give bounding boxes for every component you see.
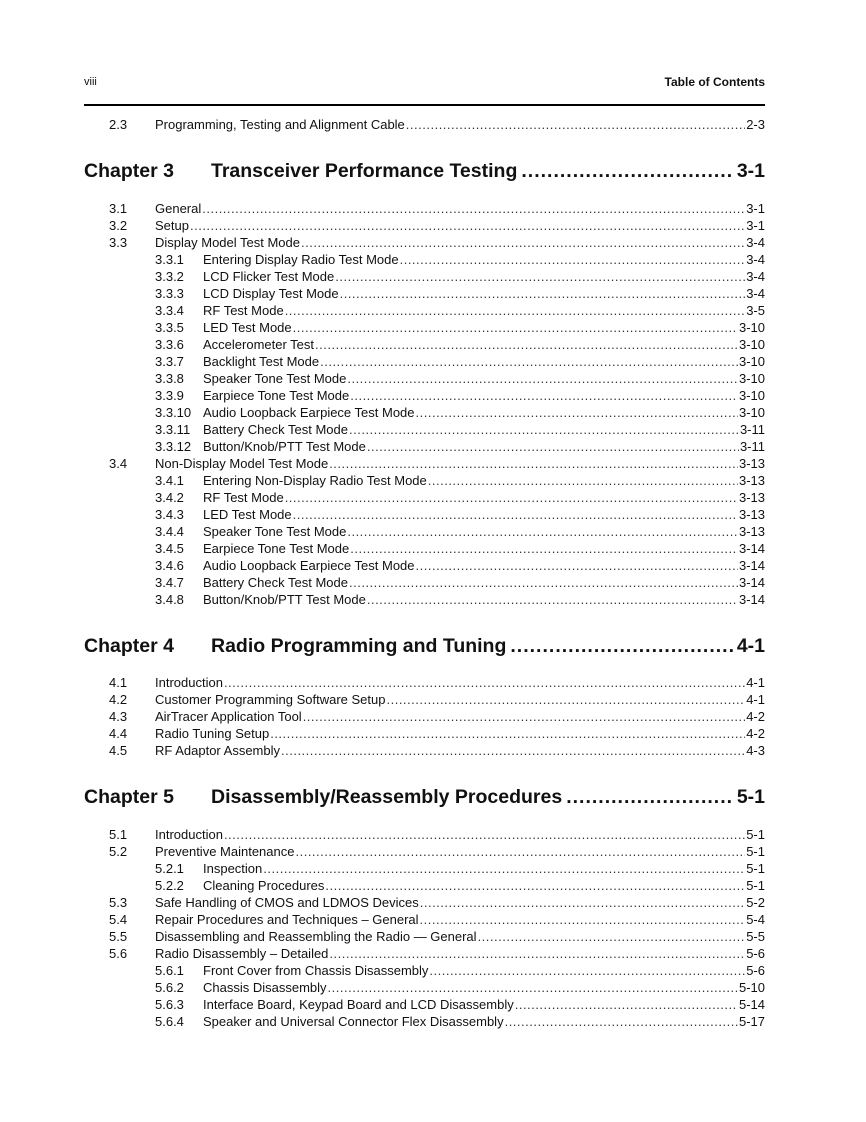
dot-leader [400, 251, 746, 268]
toc-entry-title: AirTracer Application Tool [155, 709, 302, 724]
toc-entry[interactable] [155, 370, 765, 387]
dot-leader [335, 268, 745, 285]
toc-entry-title: Customer Programming Software Setup [155, 692, 386, 707]
toc-entry-title: Speaker and Universal Connector Flex Disassembly [203, 1014, 504, 1029]
toc-entry-number: 5.6.2 [155, 980, 184, 995]
dot-leader [510, 635, 732, 658]
toc-entry-title: RF Test Mode [203, 303, 284, 318]
toc-entry[interactable] [155, 523, 765, 540]
header-page-number: viii [84, 76, 97, 88]
chapter-page: 5-1 [736, 786, 765, 808]
toc-entry-number: 5.4 [109, 912, 128, 927]
dot-leader [329, 945, 745, 962]
toc-entry-page: 3-14 [738, 541, 765, 556]
dot-leader [420, 894, 745, 911]
dot-leader [202, 200, 745, 217]
toc-entry-title: Entering Display Radio Test Mode [203, 252, 399, 267]
toc-entry-page: 3-10 [738, 320, 765, 335]
dot-leader [325, 877, 745, 894]
toc-entry[interactable] [155, 996, 765, 1013]
toc-entry[interactable] [155, 557, 765, 574]
toc-entry-title: LCD Display Test Mode [203, 286, 339, 301]
header-section-title: Table of Contents [664, 75, 765, 89]
toc-entry-title: Non-Display Model Test Mode [155, 456, 329, 471]
dot-leader [367, 438, 739, 455]
toc-entry-number: 3.4.6 [155, 558, 184, 573]
toc-entry[interactable] [109, 217, 765, 234]
toc-entry-number: 3.3.9 [155, 388, 184, 403]
toc-entry[interactable] [155, 251, 765, 268]
toc-entry-number: 3.3.8 [155, 371, 184, 386]
toc-entry-number: 5.6.1 [155, 963, 184, 978]
toc-entry-number: 3.4.4 [155, 524, 184, 539]
toc-entry-number: 4.3 [109, 709, 128, 724]
dot-leader [386, 691, 745, 708]
toc-entry[interactable] [155, 353, 765, 370]
toc-entry-page: 3-13 [738, 456, 765, 471]
toc-entry-number: 3.3.10 [155, 405, 192, 420]
dot-leader [350, 540, 738, 557]
dot-leader [293, 319, 738, 336]
toc-entry-page: 3-14 [738, 592, 765, 607]
toc-entry-page: 3-5 [746, 303, 765, 318]
dot-leader [285, 302, 746, 319]
toc-entry-page: 3-14 [738, 575, 765, 590]
toc-entry[interactable] [109, 116, 765, 133]
toc-entry-title: RF Adaptor Assembly [155, 743, 280, 758]
dot-leader [420, 911, 746, 928]
toc-entry-number: 2.3 [109, 117, 128, 132]
toc-entry[interactable] [155, 387, 765, 404]
toc-entry[interactable] [155, 421, 765, 438]
toc-entry-page: 5-5 [746, 929, 765, 944]
toc-entry-title: Front Cover from Chassis Disassembly [203, 963, 429, 978]
dot-leader [320, 353, 738, 370]
toc-entry-number: 3.3.2 [155, 269, 184, 284]
toc-entry-title: Programming, Testing and Alignment Cable [155, 117, 405, 132]
toc-entry-page: 4-1 [746, 675, 765, 690]
toc-entry[interactable] [109, 843, 765, 860]
dot-leader [340, 285, 746, 302]
toc-entry-page: 5-17 [738, 1014, 765, 1029]
toc-entry-number: 3.4.3 [155, 507, 184, 522]
toc-entry-page: 4-1 [746, 692, 765, 707]
toc-entry-page: 5-1 [746, 878, 765, 893]
toc-entry-title: RF Test Mode [203, 490, 284, 505]
toc-entry-page: 5-14 [738, 997, 765, 1012]
dot-leader [303, 708, 746, 725]
toc-entry-number: 3.3.7 [155, 354, 184, 369]
toc-entry-title: Backlight Test Mode [203, 354, 320, 369]
toc-entry[interactable] [109, 826, 765, 843]
toc-entry-page: 5-1 [746, 827, 765, 842]
toc-entry-title: Display Model Test Mode [155, 235, 300, 250]
dot-leader [428, 472, 738, 489]
toc-entry-page: 3-13 [738, 473, 765, 488]
toc-entry-page: 5-6 [746, 946, 765, 961]
toc-entry[interactable] [109, 911, 765, 928]
toc-entry-page: 3-4 [746, 235, 765, 250]
dot-leader [224, 826, 745, 843]
dot-leader [285, 489, 738, 506]
toc-entry-title: Repair Procedures and Techniques – General [155, 912, 419, 927]
chapter-heading[interactable] [84, 635, 765, 661]
toc-entry-page: 5-1 [746, 861, 765, 876]
toc-entry-title: Introduction [155, 827, 223, 842]
toc-entry-number: 3.4 [109, 456, 128, 471]
dot-leader [406, 116, 745, 133]
chapter-title: Disassembly/Reassembly Procedures [211, 786, 563, 808]
toc-entry-title: General [155, 201, 202, 216]
toc-entry[interactable] [109, 200, 765, 217]
chapter-page: 3-1 [736, 160, 765, 182]
toc-entry-number: 3.3 [109, 235, 128, 250]
chapter-label: Chapter 4 [84, 635, 174, 657]
toc-entry[interactable] [155, 860, 765, 877]
dot-leader [263, 860, 745, 877]
toc-entry[interactable] [109, 455, 765, 472]
toc-entry[interactable] [155, 336, 765, 353]
toc-entry-title: Speaker Tone Test Mode [203, 371, 347, 386]
toc-entry[interactable] [109, 234, 765, 251]
toc-entry-number: 5.3 [109, 895, 128, 910]
toc-entry-title: Audio Loopback Earpiece Test Mode [203, 558, 415, 573]
toc-entry-title: Preventive Maintenance [155, 844, 295, 859]
toc-entry-number: 3.1 [109, 201, 128, 216]
chapter-title: Transceiver Performance Testing [211, 160, 518, 182]
toc-entry-title: Audio Loopback Earpiece Test Mode [203, 405, 415, 420]
chapter-label: Chapter 5 [84, 786, 174, 808]
toc-entry-page: 3-10 [738, 388, 765, 403]
toc-entry[interactable] [109, 945, 765, 962]
toc-entry-page: 5-4 [746, 912, 765, 927]
toc-entry[interactable] [109, 725, 765, 742]
toc-entry[interactable] [109, 742, 765, 759]
toc-entry-number: 5.2.2 [155, 878, 184, 893]
toc-entry-page: 5-2 [746, 895, 765, 910]
toc-entry-title: Inspection [203, 861, 263, 876]
toc-entry-number: 3.3.12 [155, 439, 192, 454]
toc-entry-number: 4.1 [109, 675, 128, 690]
toc-entry-title: Chassis Disassembly [203, 980, 327, 995]
toc-entry-number: 3.3.6 [155, 337, 184, 352]
toc-entry-page: 3-1 [746, 201, 765, 216]
toc-entry-page: 3-14 [738, 558, 765, 573]
toc-entry-page: 4-2 [746, 709, 765, 724]
dot-leader [367, 591, 738, 608]
toc-entry[interactable] [109, 674, 765, 691]
dot-leader [505, 1013, 738, 1030]
toc-entry[interactable] [155, 285, 765, 302]
chapter-label: Chapter 3 [84, 160, 174, 182]
dot-leader [329, 455, 738, 472]
toc-entry-number: 3.2 [109, 218, 128, 233]
toc-entry-page: 5-6 [746, 963, 765, 978]
toc-entry-number: 5.5 [109, 929, 128, 944]
toc-entry-number: 3.3.11 [155, 422, 191, 437]
toc-entry-page: 4-2 [746, 726, 765, 741]
toc-entry-title: Accelerometer Test [203, 337, 315, 352]
toc-entry[interactable] [109, 708, 765, 725]
toc-entry[interactable] [155, 438, 765, 455]
toc-entry-number: 3.3.1 [155, 252, 184, 267]
dot-leader [429, 962, 745, 979]
toc-entry-number: 5.6 [109, 946, 128, 961]
chapter-heading[interactable] [84, 160, 765, 186]
dot-leader [315, 336, 738, 353]
dot-leader [478, 928, 746, 945]
toc-entry-number: 3.3.5 [155, 320, 184, 335]
dot-leader [416, 404, 738, 421]
dot-leader [328, 979, 738, 996]
toc-entry-number: 3.4.5 [155, 541, 184, 556]
header-divider [84, 104, 765, 106]
toc-entry[interactable] [109, 894, 765, 911]
toc-entry-page: 3-1 [746, 218, 765, 233]
toc-entry-title: Button/Knob/PTT Test Mode [203, 592, 366, 607]
toc-entry[interactable] [155, 979, 765, 996]
toc-entry-title: Radio Tuning Setup [155, 726, 270, 741]
toc-entry-page: 3-13 [738, 524, 765, 539]
dot-leader [416, 557, 738, 574]
toc-entry[interactable] [109, 928, 765, 945]
toc-entry-title: Setup [155, 218, 189, 233]
toc-entry-number: 4.4 [109, 726, 128, 741]
toc-entry-title: Speaker Tone Test Mode [203, 524, 347, 539]
dot-leader [521, 160, 732, 183]
toc-entry-title: LCD Flicker Test Mode [203, 269, 335, 284]
toc-entry[interactable] [155, 319, 765, 336]
dot-leader [515, 996, 738, 1013]
toc-entry-page: 2-3 [746, 117, 765, 132]
toc-entry-number: 5.2 [109, 844, 128, 859]
dot-leader [566, 786, 733, 809]
toc-entry-page: 3-10 [738, 405, 765, 420]
toc-entry-number: 5.2.1 [155, 861, 184, 876]
toc-entry-title: LED Test Mode [203, 320, 292, 335]
toc-entry[interactable] [155, 472, 765, 489]
toc-entry-page: 3-13 [738, 507, 765, 522]
toc-entry-page: 3-10 [738, 337, 765, 352]
toc-entry-number: 3.3.4 [155, 303, 184, 318]
toc-entry[interactable] [155, 404, 765, 421]
toc-entry-title: Battery Check Test Mode [203, 575, 348, 590]
toc-entry-number: 5.1 [109, 827, 128, 842]
dot-leader [281, 742, 745, 759]
toc-entry[interactable] [155, 506, 765, 523]
dot-leader [295, 843, 745, 860]
dot-leader [349, 421, 739, 438]
toc-entry-title: Disassembling and Reassembling the Radio — General [155, 929, 477, 944]
toc-entry-number: 3.3.3 [155, 286, 184, 301]
toc-entry-page: 3-11 [739, 422, 765, 437]
toc-entry[interactable] [155, 489, 765, 506]
chapter-page: 4-1 [736, 635, 765, 657]
toc-entry-number: 3.4.8 [155, 592, 184, 607]
toc-entry-page: 3-4 [746, 252, 765, 267]
toc-entry[interactable] [109, 691, 765, 708]
dot-leader [190, 217, 745, 234]
toc-entry[interactable] [155, 540, 765, 557]
toc-entry-title: Entering Non-Display Radio Test Mode [203, 473, 427, 488]
dot-leader [224, 674, 745, 691]
dot-leader [349, 574, 738, 591]
toc-entry-number: 4.2 [109, 692, 128, 707]
chapter-title: Radio Programming and Tuning [211, 635, 507, 657]
toc-entry-page: 3-11 [739, 439, 765, 454]
toc-entry[interactable] [155, 1013, 765, 1030]
toc-entry-number: 3.4.7 [155, 575, 184, 590]
toc-entry[interactable] [155, 268, 765, 285]
toc-entry-page: 3-10 [738, 371, 765, 386]
toc-entry-title: LED Test Mode [203, 507, 292, 522]
toc-entry-title: Button/Knob/PTT Test Mode [203, 439, 366, 454]
dot-leader [347, 370, 738, 387]
toc-entry[interactable] [155, 591, 765, 608]
toc-entry[interactable] [155, 877, 765, 894]
toc-entry-title: Introduction [155, 675, 223, 690]
toc-entry-number: 4.5 [109, 743, 128, 758]
toc-entry-title: Interface Board, Keypad Board and LCD Disassembly [203, 997, 514, 1012]
toc-entry-title: Battery Check Test Mode [203, 422, 348, 437]
toc-entry[interactable] [155, 962, 765, 979]
toc-entry-title: Safe Handling of CMOS and LDMOS Devices [155, 895, 419, 910]
toc-entry-number: 5.6.4 [155, 1014, 184, 1029]
toc-entry[interactable] [155, 302, 765, 319]
toc-entry-title: Cleaning Procedures [203, 878, 325, 893]
dot-leader [293, 506, 738, 523]
toc-entry-page: 3-13 [738, 490, 765, 505]
toc-entry-title: Earpiece Tone Test Mode [203, 541, 350, 556]
dot-leader [270, 725, 745, 742]
chapter-heading[interactable] [84, 786, 765, 812]
toc-entry-title: Earpiece Tone Test Mode [203, 388, 350, 403]
toc-entry[interactable] [155, 574, 765, 591]
toc-entry-title: Radio Disassembly – Detailed [155, 946, 329, 961]
dot-leader [347, 523, 738, 540]
toc-entry-page: 3-4 [746, 269, 765, 284]
dot-leader [301, 234, 745, 251]
toc-entry-number: 3.4.2 [155, 490, 184, 505]
toc-entry-page: 4-3 [746, 743, 765, 758]
toc-entry-number: 3.4.1 [155, 473, 184, 488]
toc-entry-page: 5-1 [746, 844, 765, 859]
dot-leader [350, 387, 738, 404]
toc-entry-page: 3-4 [746, 286, 765, 301]
toc-entry-page: 3-10 [738, 354, 765, 369]
toc-entry-page: 5-10 [738, 980, 765, 995]
toc-entry-number: 5.6.3 [155, 997, 184, 1012]
